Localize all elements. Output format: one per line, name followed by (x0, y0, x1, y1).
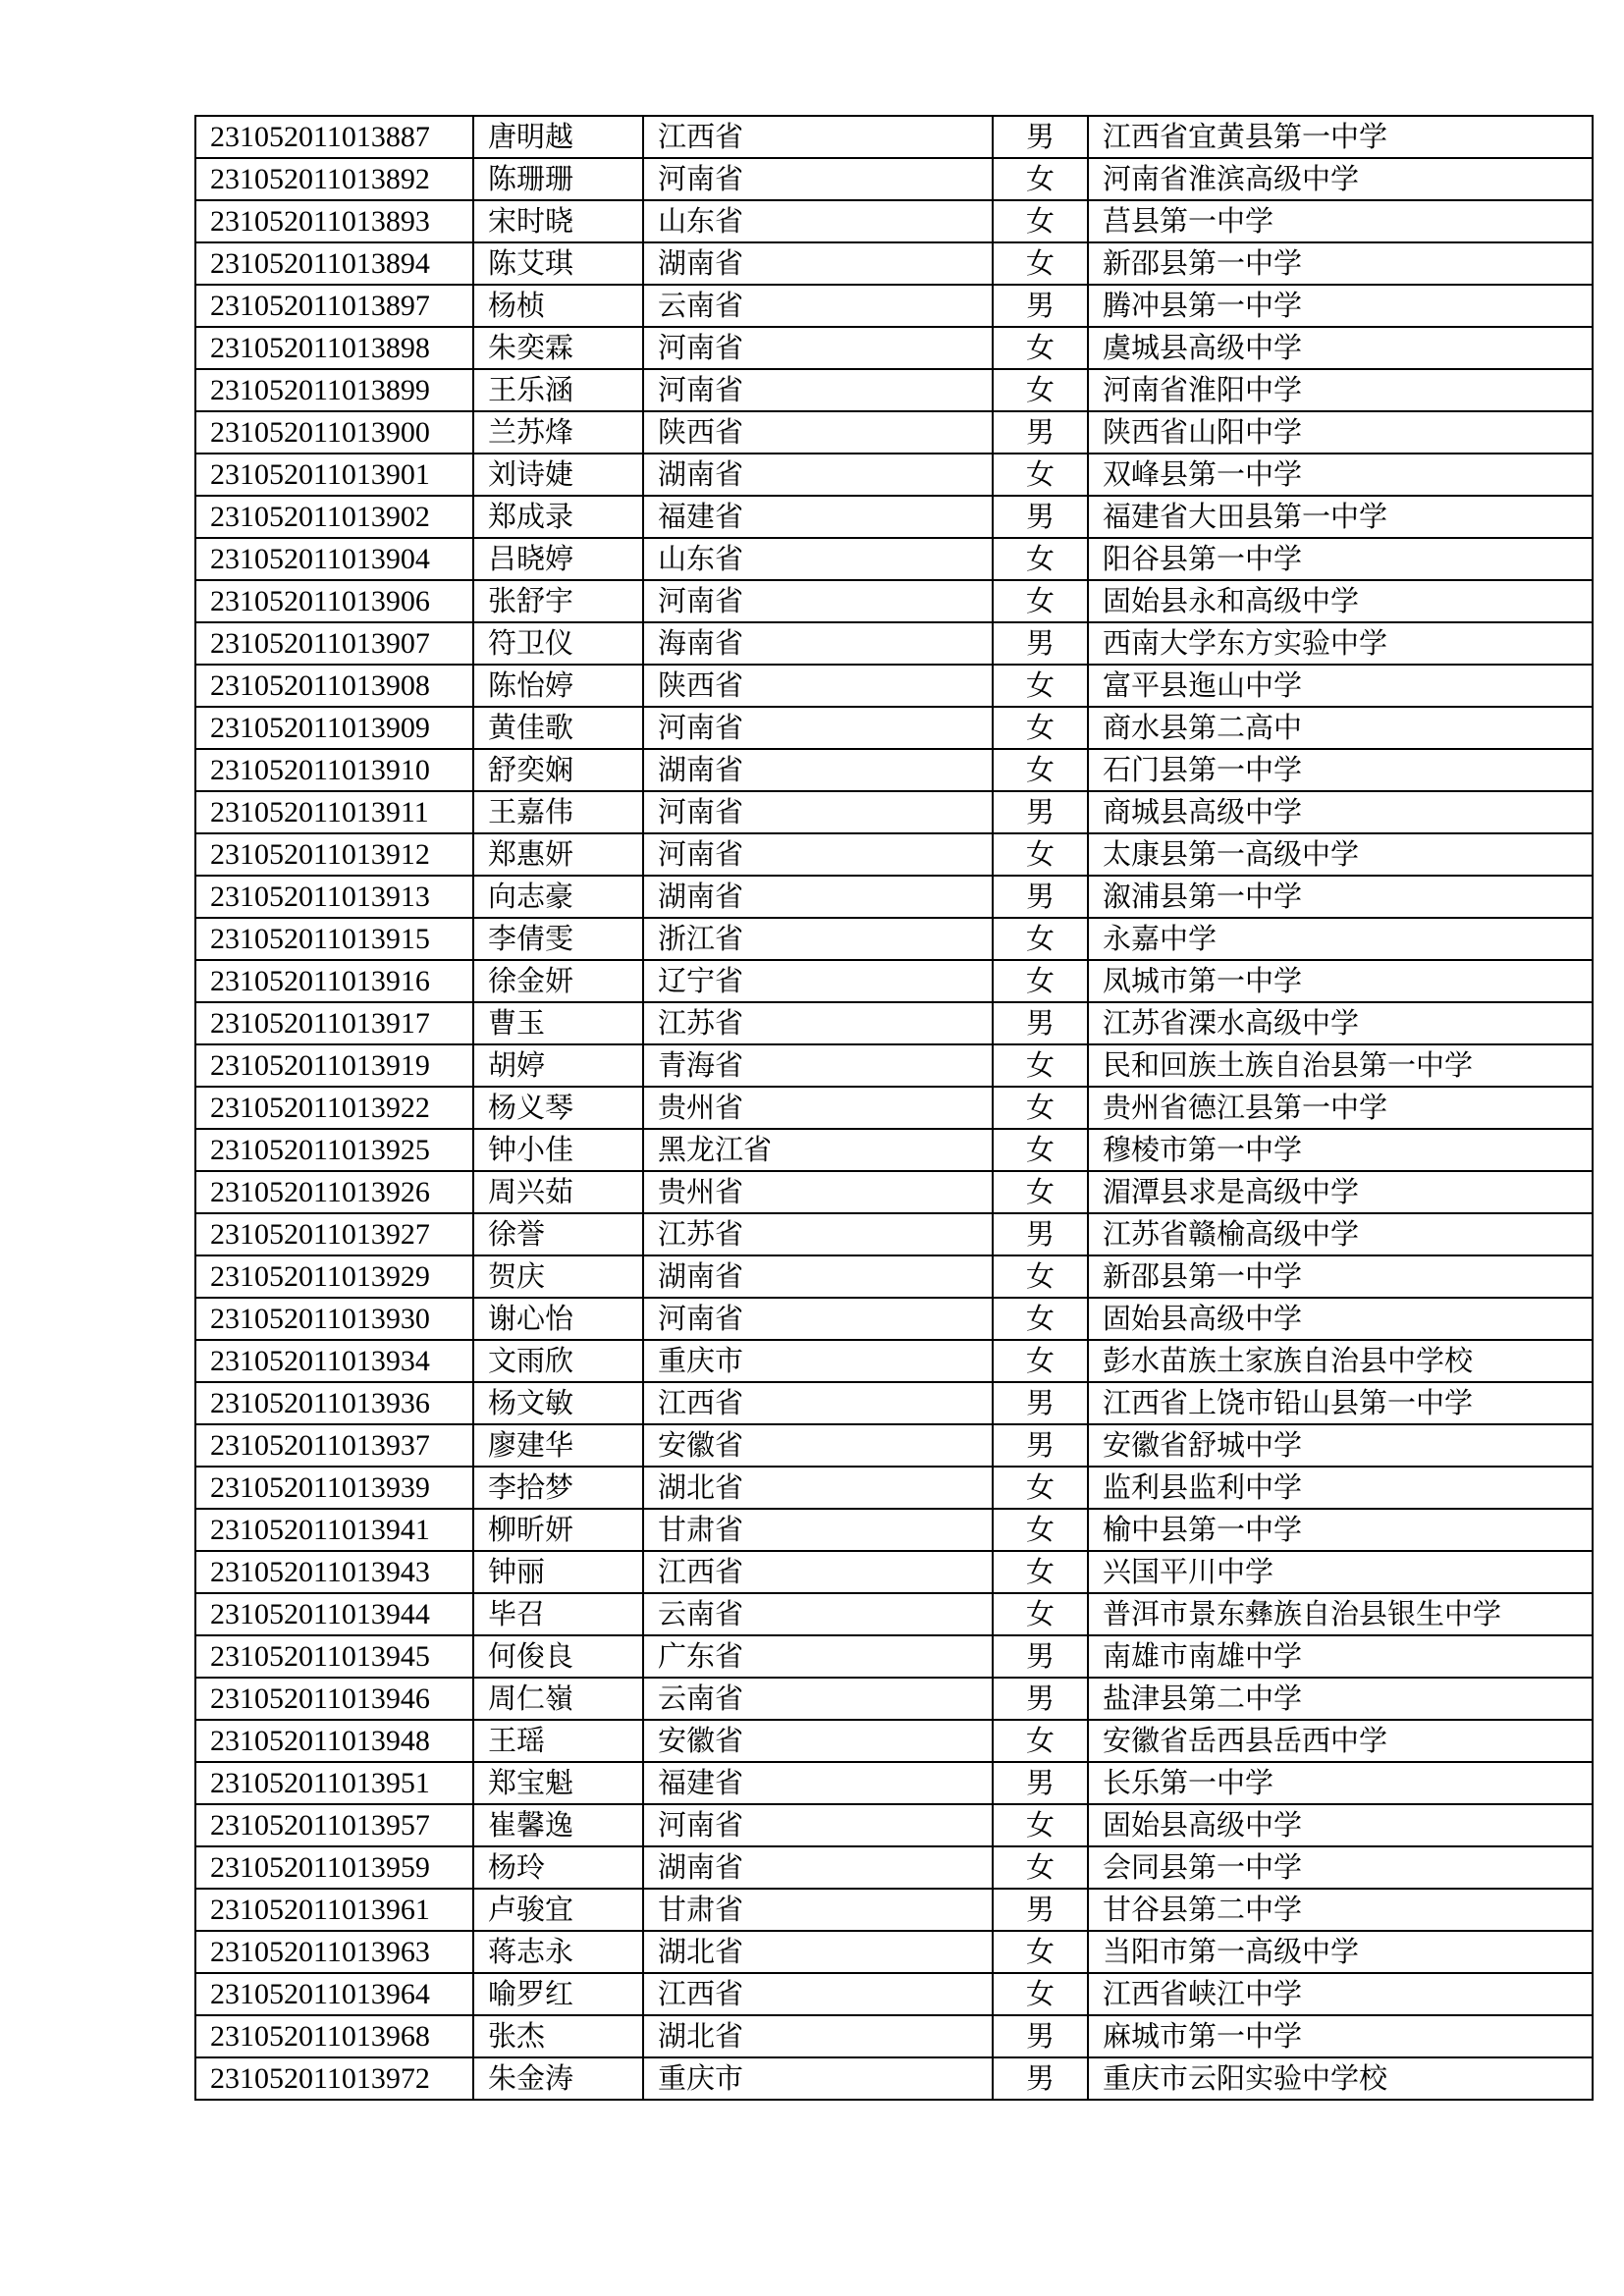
cell-province: 湖北省 (643, 2015, 993, 2057)
cell-province: 河南省 (643, 580, 993, 622)
table-row (195, 1551, 1593, 1593)
cell-exam-id: 231052011013936 (195, 1382, 473, 1424)
cell-province: 江西省 (643, 1973, 993, 2015)
cell-school: 商水县第二高中 (1088, 707, 1593, 749)
cell-province: 江苏省 (643, 1002, 993, 1044)
cell-school: 溆浦县第一中学 (1088, 876, 1593, 918)
cell-province: 重庆市 (643, 2057, 993, 2100)
cell-student-name: 向志豪 (473, 876, 643, 918)
cell-student-name: 蒋志永 (473, 1931, 643, 1973)
cell-school: 江西省上饶市铅山县第一中学 (1088, 1382, 1593, 1424)
table-row (195, 327, 1593, 369)
cell-province: 广东省 (643, 1635, 993, 1678)
cell-province: 江西省 (643, 1551, 993, 1593)
cell-province: 福建省 (643, 1762, 993, 1804)
cell-school: 榆中县第一中学 (1088, 1509, 1593, 1551)
cell-student-name: 郑成录 (473, 496, 643, 538)
cell-province: 江西省 (643, 116, 993, 158)
cell-school: 监利县监利中学 (1088, 1467, 1593, 1509)
cell-school: 民和回族土族自治县第一中学 (1088, 1044, 1593, 1087)
cell-exam-id: 231052011013941 (195, 1509, 473, 1551)
cell-province: 山东省 (643, 538, 993, 580)
cell-school: 贵州省德江县第一中学 (1088, 1087, 1593, 1129)
cell-gender: 男 (993, 1889, 1088, 1931)
table-row (195, 1973, 1593, 2015)
cell-school: 江苏省溧水高级中学 (1088, 1002, 1593, 1044)
cell-gender: 女 (993, 1044, 1088, 1087)
cell-school: 重庆市云阳实验中学校 (1088, 2057, 1593, 2100)
cell-student-name: 朱金涛 (473, 2057, 643, 2100)
table-row (195, 538, 1593, 580)
cell-province: 甘肃省 (643, 1889, 993, 1931)
cell-exam-id: 231052011013897 (195, 285, 473, 327)
cell-gender: 女 (993, 1087, 1088, 1129)
cell-gender: 男 (993, 1635, 1088, 1678)
table-row (195, 1593, 1593, 1635)
cell-exam-id: 231052011013906 (195, 580, 473, 622)
table-row (195, 1044, 1593, 1087)
cell-province: 河南省 (643, 791, 993, 833)
cell-student-name: 唐明越 (473, 116, 643, 158)
cell-exam-id: 231052011013964 (195, 1973, 473, 2015)
cell-student-name: 文雨欣 (473, 1340, 643, 1382)
cell-school: 安徽省岳西县岳西中学 (1088, 1720, 1593, 1762)
cell-gender: 女 (993, 580, 1088, 622)
table-row (195, 1720, 1593, 1762)
cell-student-name: 杨文敏 (473, 1382, 643, 1424)
cell-student-name: 谢心怡 (473, 1298, 643, 1340)
table-row (195, 2015, 1593, 2057)
cell-school: 江西省宜黄县第一中学 (1088, 116, 1593, 158)
cell-province: 辽宁省 (643, 960, 993, 1002)
cell-gender: 女 (993, 1129, 1088, 1171)
table-row (195, 1002, 1593, 1044)
student-roster-table (194, 115, 1594, 2101)
table-row (195, 1762, 1593, 1804)
cell-gender: 男 (993, 1213, 1088, 1255)
cell-province: 浙江省 (643, 918, 993, 960)
cell-student-name: 郑宝魁 (473, 1762, 643, 1804)
cell-school: 穆棱市第一中学 (1088, 1129, 1593, 1171)
cell-gender: 女 (993, 1171, 1088, 1213)
cell-gender: 女 (993, 1804, 1088, 1846)
cell-student-name: 王乐涵 (473, 369, 643, 411)
cell-gender: 女 (993, 200, 1088, 242)
cell-gender: 女 (993, 1720, 1088, 1762)
cell-exam-id: 231052011013926 (195, 1171, 473, 1213)
cell-school: 福建省大田县第一中学 (1088, 496, 1593, 538)
cell-province: 贵州省 (643, 1171, 993, 1213)
cell-gender: 女 (993, 833, 1088, 876)
cell-exam-id: 231052011013968 (195, 2015, 473, 2057)
cell-gender: 男 (993, 285, 1088, 327)
cell-province: 江苏省 (643, 1213, 993, 1255)
cell-province: 河南省 (643, 327, 993, 369)
cell-gender: 女 (993, 960, 1088, 1002)
cell-exam-id: 231052011013901 (195, 454, 473, 496)
cell-province: 福建省 (643, 496, 993, 538)
table-row (195, 116, 1593, 158)
cell-province: 安徽省 (643, 1424, 993, 1467)
table-row (195, 1213, 1593, 1255)
cell-gender: 男 (993, 2057, 1088, 2100)
cell-exam-id: 231052011013929 (195, 1255, 473, 1298)
cell-gender: 男 (993, 1424, 1088, 1467)
cell-exam-id: 231052011013892 (195, 158, 473, 200)
cell-exam-id: 231052011013934 (195, 1340, 473, 1382)
cell-school: 凤城市第一中学 (1088, 960, 1593, 1002)
table-row (195, 707, 1593, 749)
cell-school: 新邵县第一中学 (1088, 1255, 1593, 1298)
cell-school: 双峰县第一中学 (1088, 454, 1593, 496)
cell-exam-id: 231052011013930 (195, 1298, 473, 1340)
table-row (195, 876, 1593, 918)
cell-province: 河南省 (643, 1804, 993, 1846)
cell-exam-id: 231052011013907 (195, 622, 473, 665)
cell-gender: 女 (993, 1340, 1088, 1382)
cell-gender: 女 (993, 369, 1088, 411)
cell-province: 陕西省 (643, 665, 993, 707)
cell-province: 湖北省 (643, 1467, 993, 1509)
cell-student-name: 何俊良 (473, 1635, 643, 1678)
cell-student-name: 徐金妍 (473, 960, 643, 1002)
table-row (195, 454, 1593, 496)
table-row (195, 285, 1593, 327)
cell-province: 河南省 (643, 707, 993, 749)
table-row (195, 1255, 1593, 1298)
cell-gender: 男 (993, 2015, 1088, 2057)
cell-school: 湄潭县求是高级中学 (1088, 1171, 1593, 1213)
table-row (195, 1931, 1593, 1973)
cell-student-name: 吕晓婷 (473, 538, 643, 580)
table-row (195, 1171, 1593, 1213)
cell-exam-id: 231052011013959 (195, 1846, 473, 1889)
cell-exam-id: 231052011013945 (195, 1635, 473, 1678)
cell-school: 固始县高级中学 (1088, 1298, 1593, 1340)
table-row (195, 960, 1593, 1002)
cell-student-name: 王嘉伟 (473, 791, 643, 833)
table-row (195, 1340, 1593, 1382)
cell-student-name: 宋时晓 (473, 200, 643, 242)
cell-school: 商城县高级中学 (1088, 791, 1593, 833)
cell-exam-id: 231052011013957 (195, 1804, 473, 1846)
cell-province: 河南省 (643, 158, 993, 200)
cell-student-name: 兰苏烽 (473, 411, 643, 454)
cell-school: 甘谷县第二中学 (1088, 1889, 1593, 1931)
cell-school: 当阳市第一高级中学 (1088, 1931, 1593, 1973)
cell-school: 河南省淮滨高级中学 (1088, 158, 1593, 200)
cell-school: 江西省峡江中学 (1088, 1973, 1593, 2015)
cell-student-name: 胡婷 (473, 1044, 643, 1087)
cell-exam-id: 231052011013913 (195, 876, 473, 918)
cell-exam-id: 231052011013972 (195, 2057, 473, 2100)
cell-student-name: 周兴茹 (473, 1171, 643, 1213)
roster-body (195, 116, 1593, 2100)
cell-gender: 男 (993, 496, 1088, 538)
cell-gender: 男 (993, 791, 1088, 833)
cell-school: 河南省淮阳中学 (1088, 369, 1593, 411)
cell-gender: 女 (993, 538, 1088, 580)
cell-province: 江西省 (643, 1382, 993, 1424)
cell-province: 湖南省 (643, 1846, 993, 1889)
table-row (195, 1467, 1593, 1509)
cell-exam-id: 231052011013915 (195, 918, 473, 960)
cell-gender: 女 (993, 1255, 1088, 1298)
cell-province: 甘肃省 (643, 1509, 993, 1551)
cell-province: 贵州省 (643, 1087, 993, 1129)
cell-school: 陕西省山阳中学 (1088, 411, 1593, 454)
cell-exam-id: 231052011013944 (195, 1593, 473, 1635)
table-row (195, 1298, 1593, 1340)
cell-exam-id: 231052011013894 (195, 242, 473, 285)
cell-student-name: 卢骏宜 (473, 1889, 643, 1931)
table-row (195, 580, 1593, 622)
cell-province: 湖南省 (643, 749, 993, 791)
cell-school: 虞城县高级中学 (1088, 327, 1593, 369)
cell-school: 会同县第一中学 (1088, 1846, 1593, 1889)
cell-student-name: 王瑶 (473, 1720, 643, 1762)
cell-province: 河南省 (643, 369, 993, 411)
table-row (195, 1678, 1593, 1720)
cell-exam-id: 231052011013963 (195, 1931, 473, 1973)
cell-exam-id: 231052011013946 (195, 1678, 473, 1720)
cell-gender: 男 (993, 411, 1088, 454)
cell-gender: 女 (993, 918, 1088, 960)
cell-exam-id: 231052011013951 (195, 1762, 473, 1804)
cell-gender: 女 (993, 1467, 1088, 1509)
table-row (195, 411, 1593, 454)
cell-school: 腾冲县第一中学 (1088, 285, 1593, 327)
cell-gender: 男 (993, 1678, 1088, 1720)
table-row (195, 749, 1593, 791)
cell-province: 云南省 (643, 1678, 993, 1720)
cell-school: 麻城市第一中学 (1088, 2015, 1593, 2057)
cell-exam-id: 231052011013917 (195, 1002, 473, 1044)
table-row (195, 1087, 1593, 1129)
cell-gender: 女 (993, 707, 1088, 749)
cell-school: 长乐第一中学 (1088, 1762, 1593, 1804)
cell-gender: 男 (993, 622, 1088, 665)
table-row (195, 1382, 1593, 1424)
cell-exam-id: 231052011013902 (195, 496, 473, 538)
table-row (195, 1129, 1593, 1171)
cell-province: 重庆市 (643, 1340, 993, 1382)
cell-province: 黑龙江省 (643, 1129, 993, 1171)
cell-gender: 男 (993, 876, 1088, 918)
cell-gender: 女 (993, 327, 1088, 369)
table-row (195, 1424, 1593, 1467)
cell-student-name: 徐誉 (473, 1213, 643, 1255)
cell-exam-id: 231052011013948 (195, 1720, 473, 1762)
table-row (195, 791, 1593, 833)
cell-school: 西南大学东方实验中学 (1088, 622, 1593, 665)
cell-student-name: 毕召 (473, 1593, 643, 1635)
cell-gender: 男 (993, 1382, 1088, 1424)
table-row (195, 1804, 1593, 1846)
cell-student-name: 喻罗红 (473, 1973, 643, 2015)
cell-student-name: 符卫仪 (473, 622, 643, 665)
cell-gender: 女 (993, 1846, 1088, 1889)
table-row (195, 242, 1593, 285)
cell-gender: 女 (993, 1509, 1088, 1551)
cell-school: 永嘉中学 (1088, 918, 1593, 960)
cell-student-name: 杨义琴 (473, 1087, 643, 1129)
table-row (195, 1509, 1593, 1551)
table-row (195, 1889, 1593, 1931)
cell-province: 湖南省 (643, 876, 993, 918)
cell-school: 南雄市南雄中学 (1088, 1635, 1593, 1678)
cell-exam-id: 231052011013912 (195, 833, 473, 876)
cell-exam-id: 231052011013911 (195, 791, 473, 833)
cell-exam-id: 231052011013899 (195, 369, 473, 411)
cell-gender: 女 (993, 1973, 1088, 2015)
cell-school: 盐津县第二中学 (1088, 1678, 1593, 1720)
cell-student-name: 朱奕霖 (473, 327, 643, 369)
cell-student-name: 郑惠妍 (473, 833, 643, 876)
cell-province: 湖南省 (643, 1255, 993, 1298)
cell-exam-id: 231052011013961 (195, 1889, 473, 1931)
cell-student-name: 柳昕妍 (473, 1509, 643, 1551)
cell-student-name: 陈怡婷 (473, 665, 643, 707)
cell-gender: 男 (993, 1002, 1088, 1044)
cell-exam-id: 231052011013937 (195, 1424, 473, 1467)
cell-school: 兴国平川中学 (1088, 1551, 1593, 1593)
cell-province: 河南省 (643, 1298, 993, 1340)
cell-student-name: 周仁嶺 (473, 1678, 643, 1720)
cell-gender: 女 (993, 1551, 1088, 1593)
cell-province: 云南省 (643, 285, 993, 327)
cell-province: 湖南省 (643, 454, 993, 496)
cell-student-name: 张杰 (473, 2015, 643, 2057)
cell-school: 莒县第一中学 (1088, 200, 1593, 242)
table-row (195, 833, 1593, 876)
cell-exam-id: 231052011013910 (195, 749, 473, 791)
cell-school: 富平县迤山中学 (1088, 665, 1593, 707)
cell-province: 青海省 (643, 1044, 993, 1087)
cell-student-name: 李拾梦 (473, 1467, 643, 1509)
cell-province: 山东省 (643, 200, 993, 242)
cell-student-name: 崔馨逸 (473, 1804, 643, 1846)
cell-gender: 男 (993, 1762, 1088, 1804)
cell-gender: 女 (993, 1931, 1088, 1973)
cell-gender: 女 (993, 158, 1088, 200)
cell-school: 石门县第一中学 (1088, 749, 1593, 791)
cell-student-name: 陈艾琪 (473, 242, 643, 285)
cell-exam-id: 231052011013887 (195, 116, 473, 158)
cell-gender: 女 (993, 1298, 1088, 1340)
table-row (195, 496, 1593, 538)
cell-exam-id: 231052011013908 (195, 665, 473, 707)
cell-exam-id: 231052011013943 (195, 1551, 473, 1593)
cell-gender: 女 (993, 242, 1088, 285)
table-row (195, 665, 1593, 707)
cell-province: 云南省 (643, 1593, 993, 1635)
cell-school: 固始县高级中学 (1088, 1804, 1593, 1846)
cell-student-name: 廖建华 (473, 1424, 643, 1467)
cell-student-name: 刘诗婕 (473, 454, 643, 496)
cell-province: 陕西省 (643, 411, 993, 454)
cell-student-name: 陈珊珊 (473, 158, 643, 200)
cell-province: 海南省 (643, 622, 993, 665)
table-row (195, 2057, 1593, 2100)
cell-school: 彭水苗族土家族自治县中学校 (1088, 1340, 1593, 1382)
cell-province: 湖南省 (643, 242, 993, 285)
cell-province: 湖北省 (643, 1931, 993, 1973)
cell-exam-id: 231052011013925 (195, 1129, 473, 1171)
table-row (195, 200, 1593, 242)
table-row (195, 622, 1593, 665)
cell-student-name: 钟小佳 (473, 1129, 643, 1171)
cell-student-name: 贺庆 (473, 1255, 643, 1298)
cell-student-name: 李倩雯 (473, 918, 643, 960)
cell-student-name: 钟丽 (473, 1551, 643, 1593)
cell-student-name: 曹玉 (473, 1002, 643, 1044)
cell-province: 河南省 (643, 833, 993, 876)
table-row (195, 158, 1593, 200)
table-row (195, 1846, 1593, 1889)
cell-student-name: 黄佳歌 (473, 707, 643, 749)
cell-gender: 女 (993, 1593, 1088, 1635)
cell-student-name: 张舒宇 (473, 580, 643, 622)
cell-school: 太康县第一高级中学 (1088, 833, 1593, 876)
cell-gender: 女 (993, 454, 1088, 496)
table-row (195, 369, 1593, 411)
cell-exam-id: 231052011013927 (195, 1213, 473, 1255)
cell-school: 江苏省赣榆高级中学 (1088, 1213, 1593, 1255)
cell-exam-id: 231052011013919 (195, 1044, 473, 1087)
cell-gender: 男 (993, 116, 1088, 158)
cell-gender: 女 (993, 665, 1088, 707)
cell-student-name: 舒奕娴 (473, 749, 643, 791)
cell-exam-id: 231052011013916 (195, 960, 473, 1002)
table-row (195, 918, 1593, 960)
cell-exam-id: 231052011013922 (195, 1087, 473, 1129)
cell-exam-id: 231052011013900 (195, 411, 473, 454)
cell-school: 新邵县第一中学 (1088, 242, 1593, 285)
cell-exam-id: 231052011013909 (195, 707, 473, 749)
cell-school: 普洱市景东彝族自治县银生中学 (1088, 1593, 1593, 1635)
cell-student-name: 杨桢 (473, 285, 643, 327)
table-row (195, 1635, 1593, 1678)
cell-province: 安徽省 (643, 1720, 993, 1762)
cell-gender: 女 (993, 749, 1088, 791)
cell-exam-id: 231052011013939 (195, 1467, 473, 1509)
cell-school: 安徽省舒城中学 (1088, 1424, 1593, 1467)
cell-exam-id: 231052011013898 (195, 327, 473, 369)
cell-exam-id: 231052011013904 (195, 538, 473, 580)
cell-school: 固始县永和高级中学 (1088, 580, 1593, 622)
cell-school: 阳谷县第一中学 (1088, 538, 1593, 580)
cell-exam-id: 231052011013893 (195, 200, 473, 242)
cell-student-name: 杨玲 (473, 1846, 643, 1889)
